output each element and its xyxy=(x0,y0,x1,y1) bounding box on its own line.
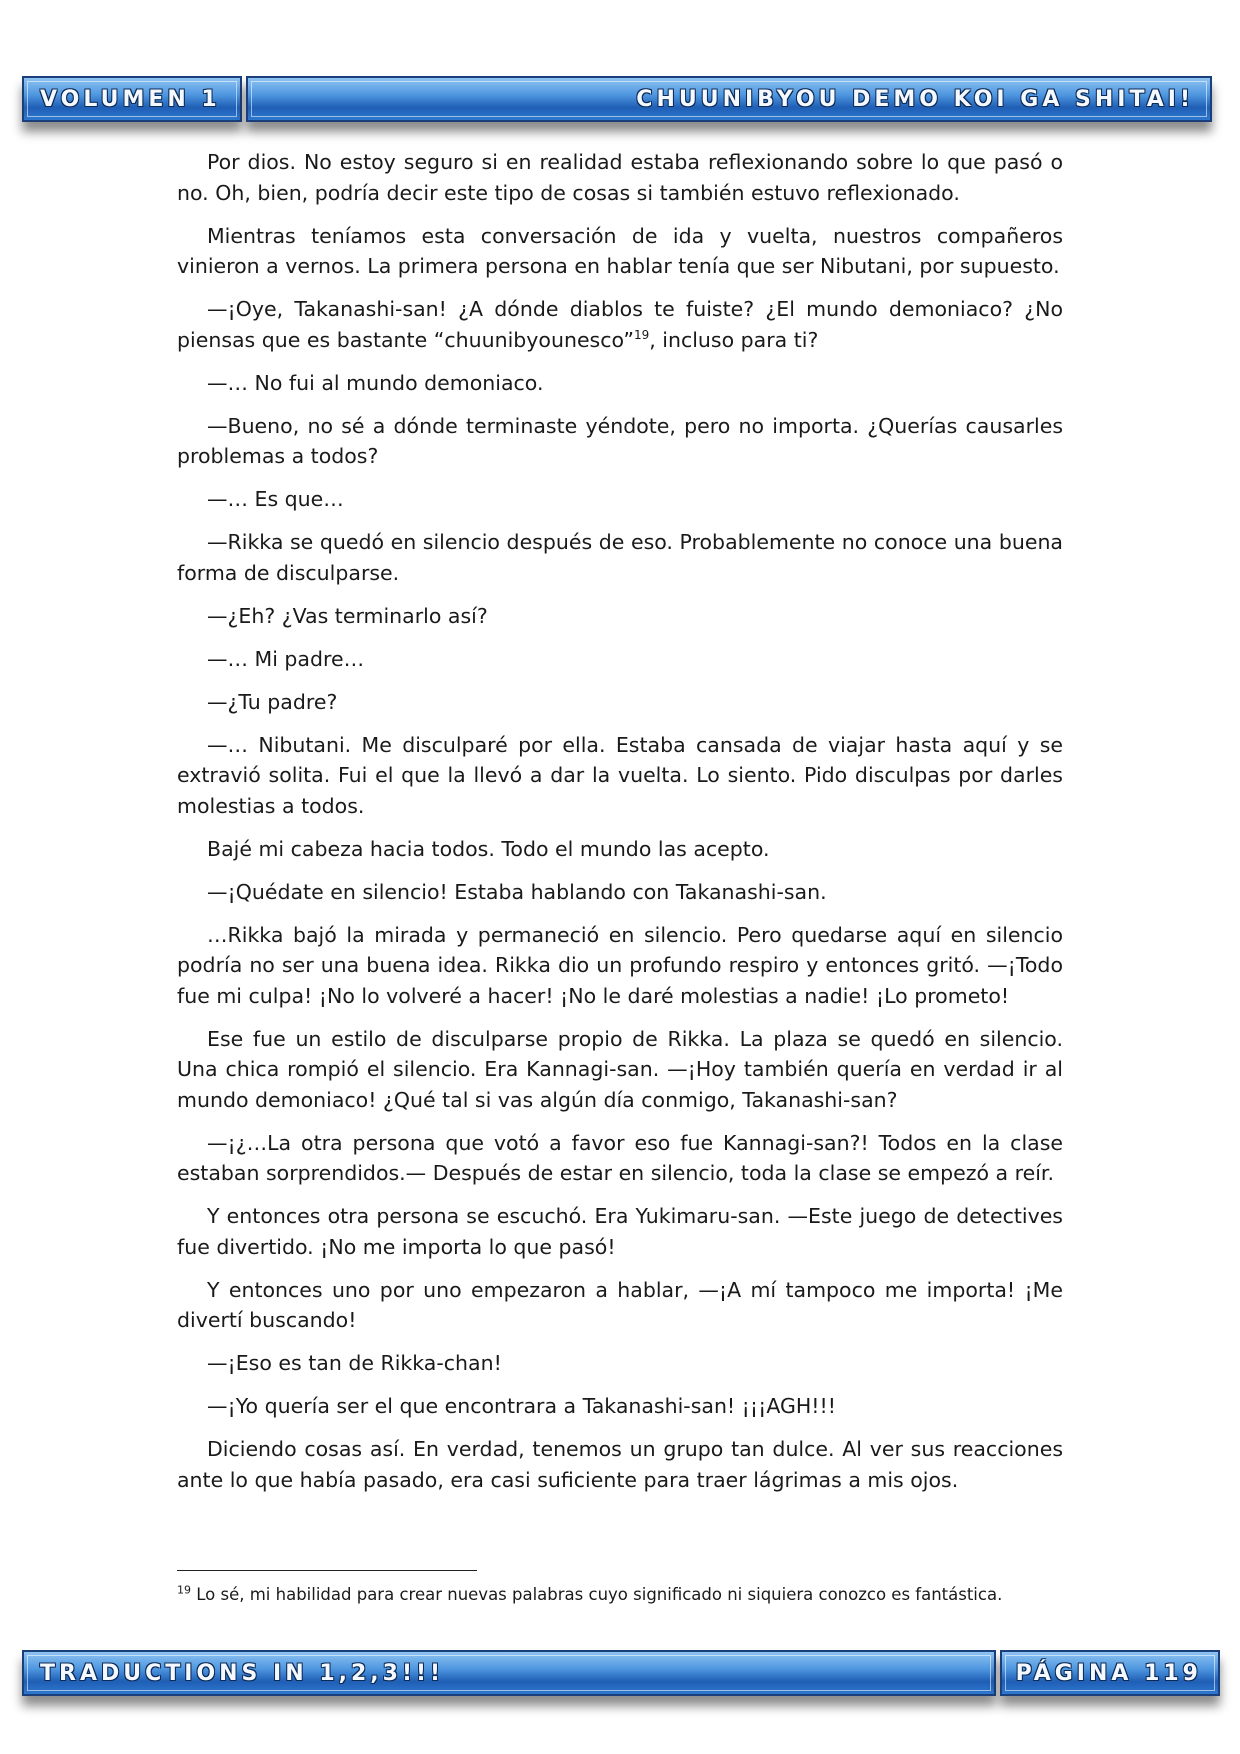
header-volume-banner xyxy=(22,76,242,122)
paragraph: —… No fui al mundo demoniaco. xyxy=(207,370,544,395)
footnote xyxy=(177,1584,1077,1606)
footer-credit-banner xyxy=(22,1650,996,1696)
paragraph: —¿Eh? ¿Vas terminarlo así? xyxy=(207,603,488,628)
paragraph: Diciendo cosas así. En verdad, tenemos un grupo tan dulce. Al ver sus reacciones ante lo que había pasado, era casi suficiente para traer lágrimas a mis ojos. xyxy=(177,1437,1063,1492)
paragraph: —… Nibutani. Me disculparé por ella. Estaba cansada de viajar hasta aquí y se extravió solita. Fui el que la llevó a dar la vuelta. Lo siento. Pido disculpas por darles molestias a todos. xyxy=(177,732,1063,818)
footer-credit-label: TRADUCTIONS IN 1,2,3!!! xyxy=(40,1660,445,1686)
paragraph: —¡Quédate en silencio! Estaba hablando con Takanashi-san. xyxy=(207,879,827,904)
footer-page-banner xyxy=(1000,1650,1220,1696)
paragraph: —Bueno, no sé a dónde terminaste yéndote, pero no importa. ¿Querías causarles problemas a todos? xyxy=(177,413,1063,468)
paragraph: …Rikka bajó la mirada y permaneció en silencio. Pero quedarse aquí en silencio podría no ser una buena idea. Rikka dio un profundo respiro y entonces gritó. —¡Todo fue mi culpa! ¡No lo volveré a hacer! ¡No le daré molestias a nadie! ¡Lo prometo! xyxy=(177,922,1063,1008)
header-title-label: CHUUNIBYOU DEMO KOI GA SHITAI! xyxy=(636,86,1194,112)
paragraph-text: —¡Oye, Takanashi-san! ¿A dónde diablos te fuiste? ¿El mundo demoniaco? ¿No piensas que es bastante “chuunibyounesco” xyxy=(177,297,1063,352)
footnote-text: Lo sé, mi habilidad para crear nuevas palabras cuyo significado ni siquiera conozco es fantástica. xyxy=(191,1585,1003,1604)
paragraph: —¿Tu padre? xyxy=(207,689,338,714)
paragraph: —¡¿…La otra persona que votó a favor eso fue Kannagi-san?! Todos en la clase estaban sorprendidos.— Después de estar en silencio, toda la clase se empezó a reír. xyxy=(177,1130,1063,1185)
body-text xyxy=(177,147,1063,1508)
paragraph: —… Es que… xyxy=(207,487,344,511)
paragraph: Bajé mi cabeza hacia todos. Todo el mundo las acepto. xyxy=(207,836,770,861)
footnote-mark: 19 xyxy=(177,1583,191,1597)
paragraph: —… Mi padre… xyxy=(207,646,365,671)
page-number-label: PÁGINA 119 xyxy=(1015,1660,1202,1686)
footnote-divider xyxy=(177,1570,477,1571)
paragraph xyxy=(177,294,1063,355)
paragraph: —¡Eso es tan de Rikka-chan! xyxy=(207,1351,502,1375)
header-title-banner xyxy=(246,76,1212,122)
header-volume-label: VOLUMEN 1 xyxy=(40,86,221,112)
paragraph: Por dios. No estoy seguro si en realidad estaba reflexionando sobre lo que pasó o no. Oh, bien, podría decir este tipo de cosas si también estuvo reflexionado. xyxy=(177,150,1063,205)
paragraph: Y entonces uno por uno empezaron a hablar, —¡A mí tampoco me importa! ¡Me divertí buscando! xyxy=(177,1277,1063,1332)
paragraph: Ese fue un estilo de disculparse propio de Rikka. La plaza se quedó en silencio. Una chica rompió el silencio. Era Kannagi-san. —¡Hoy también quería en verdad ir al mundo demoniaco! ¿Qué tal si vas algún día conmigo, Takanashi-san? xyxy=(177,1026,1063,1112)
paragraph: —¡Yo quería ser el que encontrara a Takanashi-san! ¡¡¡AGH!!! xyxy=(207,1394,836,1418)
paragraph: —Rikka se quedó en silencio después de eso. Probablemente no conoce una buena forma de disculparse. xyxy=(177,530,1063,585)
footnote-reference: 19 xyxy=(633,327,650,342)
paragraph: Mientras teníamos esta conversación de ida y vuelta, nuestros compañeros vinieron a vernos. La primera persona en hablar tenía que ser Nibutani, por supuesto. xyxy=(177,223,1063,278)
paragraph: Y entonces otra persona se escuchó. Era Yukimaru-san. —Este juego de detectives fue divertido. ¡No me importa lo que pasó! xyxy=(177,1204,1063,1259)
paragraph-text: , incluso para ti? xyxy=(649,327,819,352)
